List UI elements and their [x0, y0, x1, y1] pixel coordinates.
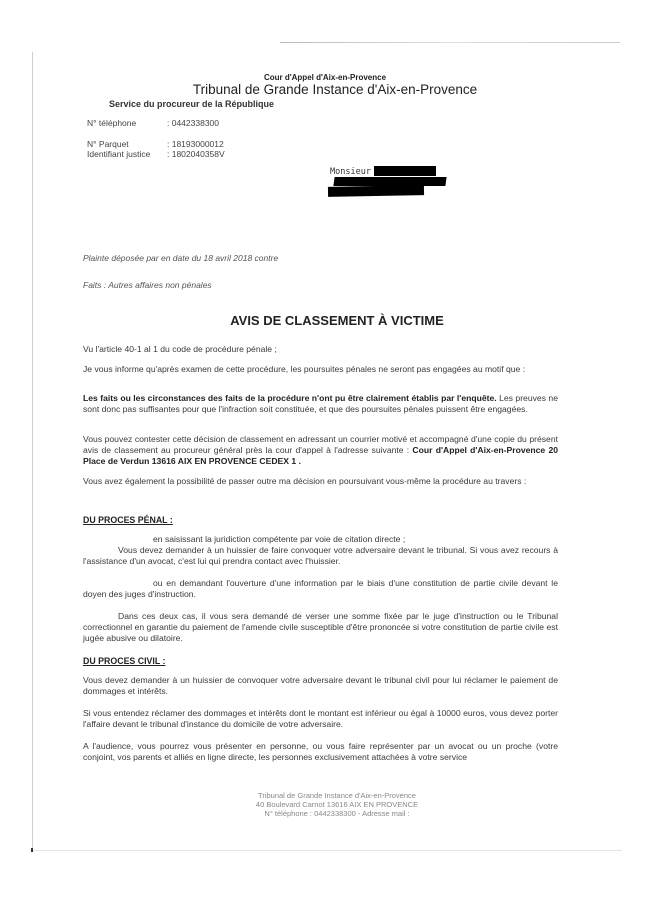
reason-bold: Les faits ou les circonstances des faits de la procédure n'ont pu être clairement établis par l'enquête.	[83, 393, 497, 403]
scan-mark	[31, 848, 33, 852]
civil-heading: DU PROCES CIVIL :	[83, 656, 166, 666]
field-value: : 18193000012	[167, 139, 224, 149]
scan-edge-top	[280, 42, 620, 43]
contest-text: Vous pouvez contester cette décision de classement en adressant un courrier motivé et accompagné d'une copie du présent avis de classement au procureur général près la cour d'appel à l'adresse suivante :	[83, 434, 558, 455]
alternative-paragraph: Vous avez également la possibilité de passer outre ma décision en poursuivant vous-même la procédure au travers :	[83, 476, 527, 486]
footer-contact: N° téléphone : 0442338300 - Adresse mail :	[264, 809, 410, 818]
court-name: Cour d'Appel d'Aix-en-Provence	[263, 73, 387, 82]
field-value: : 0442338300	[167, 118, 219, 128]
footer-court: Tribunal de Grande Instance d'Aix-en-Provence	[258, 791, 416, 800]
legal-reference: Vu l'article 40-1 al 1 du code de procédure pénale ;	[83, 344, 277, 354]
decision-intro: Je vous informe qu'après examen de cette procédure, les poursuites pénales ne seront pas engagées au motif que :	[83, 364, 526, 374]
scan-edge-bottom	[32, 850, 622, 851]
field-label: Identifiant justice	[87, 149, 151, 159]
field-value: : 1802040358V	[167, 149, 225, 159]
footer-address: 40 Boulevard Carnot 13616 AIX EN PROVENCE	[255, 800, 419, 809]
complaint-facts: Faits : Autres affaires non pénales	[83, 280, 212, 290]
civil-huissier: Vous devez demander à un huissier de convoquer votre adversaire devant le tribunal civil pour lui réclamer le paiement de dommages et intérêts.	[83, 675, 558, 696]
penal-heading: DU PROCES PÉNAL :	[83, 515, 173, 525]
addressee-salutation: Monsieur	[330, 167, 371, 177]
redaction-bar	[328, 185, 424, 197]
penal-consignation: Dans ces deux cas, il vous sera demandé de verser une somme fixée par le juge d'instruction ou le Tribunal correctionnel en garantie du paiement de l'amende civile susceptible d'être prononcée si votre constitution de partie civile est jugée abusive ou dilatoire.	[83, 611, 558, 643]
penal-information: ou en demandant l'ouverture d'une information par le biais d'une constitution de partie civile devant le doyen des juges d'instruction.	[83, 578, 558, 599]
redaction-bar	[374, 166, 436, 176]
field-label: N° téléphone	[87, 118, 137, 128]
civil-amount: Si vous entendez réclamer des dommages et intérêts dont le montant est inférieur ou égal à 10000 euros, vous devez porter l'affaire devant le tribunal d'instance du domicile de votre adversaire.	[83, 708, 558, 729]
appeal-address: Cour d'Appel d'Aix-en-Provence 20 Place de Verdun 13616 AIX EN PROVENCE CEDEX 1 .	[83, 445, 558, 466]
parquet-field	[87, 139, 224, 149]
document-title: AVIS DE CLASSEMENT À VICTIME	[230, 313, 444, 328]
reason-rest: Les preuves ne sont donc pas suffisantes pour que l'infraction soit constituée, et que des poursuites pénales puissent être engagées.	[83, 393, 558, 414]
tribunal-name: Tribunal de Grande Instance d'Aix-en-Provence	[192, 82, 478, 97]
redaction-bar	[333, 177, 446, 186]
penal-citation: en saisissant la juridiction compétente par voie de citation directe ;	[153, 534, 406, 544]
scan-edge-left	[32, 52, 33, 852]
decision-reason	[83, 393, 558, 415]
service-name: Service du procureur de la République	[109, 99, 275, 109]
penal-huissier: Vous devez demander à un huissier de faire convoquer votre adversaire devant le tribunal. Si vous avez recours à l'assistance d'un avocat, c'est lui qui prendra contact avec l'huissier.	[83, 545, 558, 566]
contest-paragraph	[83, 434, 558, 467]
justice-id-field	[87, 149, 225, 159]
complaint-date: Plainte déposée par en date du 18 avril 2018 contre	[83, 253, 279, 263]
phone-field	[87, 118, 219, 128]
field-label: N° Parquet	[87, 139, 129, 149]
civil-hearing: A l'audience, vous pourrez vous présenter en personne, ou vous faire représenter par un avocat ou un proche (votre conjoint, vos parents et alliés en ligne directe, les personnes exclusivement attachées à votre service	[83, 741, 558, 762]
